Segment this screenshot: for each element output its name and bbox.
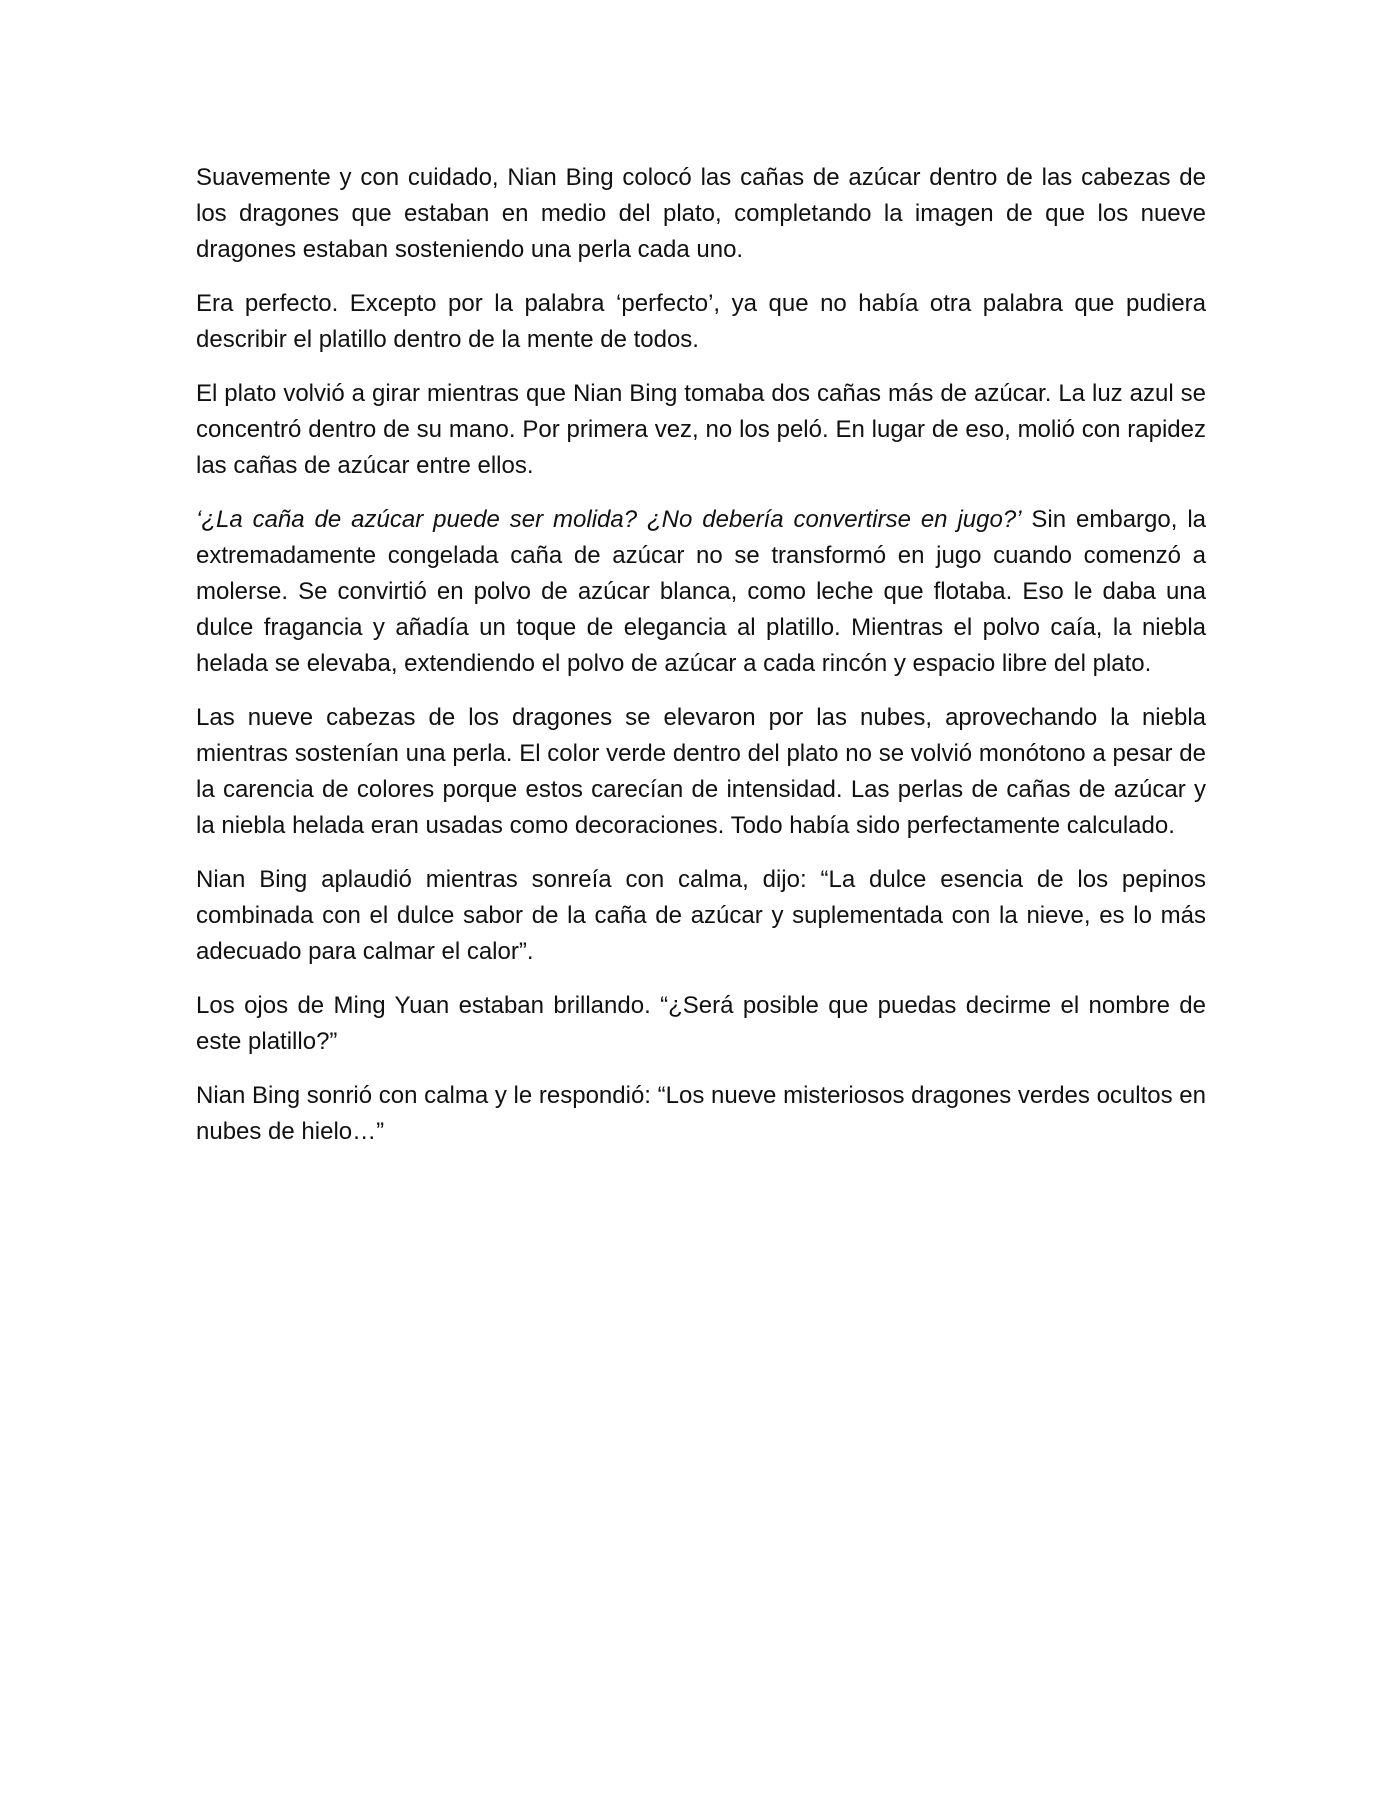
paragraph-6: [196, 862, 1206, 970]
document-body: [196, 160, 1206, 1168]
paragraph-8: [196, 1078, 1206, 1150]
paragraph-7: [196, 988, 1206, 1060]
paragraph-1-text: Suavemente y con cuidado, Nian Bing colocó las cañas de azúcar dentro de las cabezas de los dragones que estaban en medio del plato, completando la imagen de que los nueve dragones estaban sosteniendo una perla cada uno.: [196, 164, 1206, 263]
paragraph-7-text: Los ojos de Ming Yuan estaban brillando. “¿Será posible que puedas decirme el nombre de este platillo?”: [196, 992, 1206, 1055]
paragraph-5: [196, 700, 1206, 844]
paragraph-4-italic-thought: ‘¿La caña de azúcar puede ser molida? ¿No debería convertirse en jugo?’: [196, 506, 1022, 533]
paragraph-2-text: Era perfecto. Excepto por la palabra ‘perfecto’, ya que no había otra palabra que pudiera describir el platillo dentro de la mente de todos.: [196, 290, 1206, 353]
paragraph-5-text: Las nueve cabezas de los dragones se elevaron por las nubes, aprovechando la niebla mientras sostenían una perla. El color verde dentro del plato no se volvió monótono a pesar de la carencia de colores porque estos carecían de intensidad. Las perlas de cañas de azúcar y la niebla helada eran usadas como decoraciones. Todo había sido perfectamente calculado.: [196, 704, 1206, 839]
paragraph-4: [196, 502, 1206, 682]
paragraph-4-text: Sin embargo, la extremadamente congelada caña de azúcar no se transformó en jugo cuando comenzó a molerse. Se convirtió en polvo de azúcar blanca, como leche que flotaba. Eso le daba una dulce fragancia y añadía un toque de elegancia al platillo. Mientras el polvo caía, la niebla helada se elevaba, extendiendo el polvo de azúcar a cada rincón y espacio libre del plato.: [196, 506, 1206, 677]
paragraph-1: [196, 160, 1206, 268]
paragraph-2: [196, 286, 1206, 358]
paragraph-3: [196, 376, 1206, 484]
paragraph-8-text: Nian Bing sonrió con calma y le respondió: “Los nueve misteriosos dragones verdes ocultos en nubes de hielo…”: [196, 1082, 1206, 1145]
paragraph-6-text: Nian Bing aplaudió mientras sonreía con calma, dijo: “La dulce esencia de los pepinos combinada con el dulce sabor de la caña de azúcar y suplementada con la nieve, es lo más adecuado para calmar el calor”.: [196, 866, 1206, 965]
paragraph-3-text: El plato volvió a girar mientras que Nian Bing tomaba dos cañas más de azúcar. La luz azul se concentró dentro de su mano. Por primera vez, no los peló. En lugar de eso, molió con rapidez las cañas de azúcar entre ellos.: [196, 380, 1206, 479]
